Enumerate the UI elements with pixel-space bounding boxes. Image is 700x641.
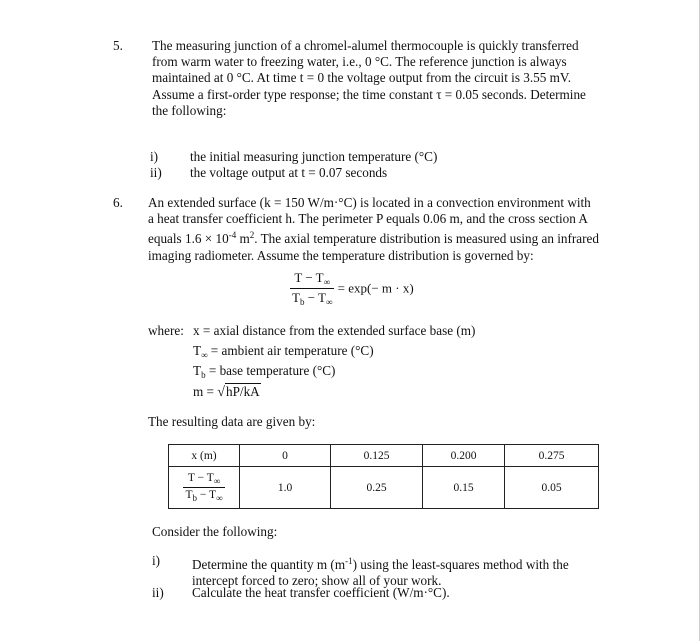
list-text: the voltage output at t = 0.07 seconds [190,165,388,180]
problem-6-number: 6. [113,195,123,210]
problem-6-line: equals $1.6 \times 10^{-4}$ $m^2$. The axial temperature distribution is measured using an infrared [148,230,599,247]
problem-5-line: The measuring junction of a chromel-alumel thermocouple is quickly transferred [152,38,579,53]
problem-5-text [152,38,622,119]
list-item [152,585,622,601]
list-text: Determine the quantity m $(m^{-1})$ using the least-squares method with the intercept forced to zero; show all of your work. [192,556,569,589]
definition-item: x = axial distance from the extended surface base (m) [193,323,476,338]
table-header-ratio: $\frac{T - T_\infty}{T_b - T_\infty}$ [169,467,240,509]
definition-item: $T_\infty$ = ambient air temperature (°C) [193,343,374,361]
data-intro: The resulting data are given by: [148,414,316,429]
problem-6-line: imaging radiometer. Assume the temperature distribution is governed by: [148,247,534,263]
table-cell: 0.125 [331,445,423,467]
list-marker: ii) [150,165,162,180]
governing-equation [290,270,414,307]
table-cell: 0.15 [423,467,505,509]
consider-heading: Consider the following: [152,524,278,539]
table-cell: 0.25 [331,467,423,509]
problem-5-line: the following: [152,102,227,118]
list-marker: i) [152,553,161,568]
data-table [168,444,599,509]
problem-6-list [152,553,622,601]
list-marker: i) [150,149,159,164]
problem-5-number: 5. [113,38,123,53]
problem-5-line: maintained at 0 °C. At time t = 0 the voltage output from the circuit is 3.55 mV. [152,70,572,86]
definition-item: m = √hP/kA [193,383,260,400]
problem-6-line: a heat transfer coefficient h. The perimeter P equals 0.06 m, and the cross section A [148,211,588,227]
sqrt-expression: hP/kA [225,383,260,399]
problem-6-text [148,195,628,264]
table-header-x: x (m) [169,445,240,467]
definition-item: $T_b$ = base temperature (°C) [193,363,336,381]
list-item [152,553,622,589]
table-cell: 0.275 [505,445,599,467]
definition-list [193,323,475,401]
table-cell: 0 [240,445,331,467]
problem-5-line: from warm water to freezing water, i.e., 0 °C. The reference junction is always [152,54,567,70]
problem-5-line: Assume a first-order type response; the time constant τ = 0.05 seconds. Determine [152,86,586,102]
equation-rhs: = exp(− m · x) [337,280,414,296]
problem-6-line: An extended surface (k = 150 W/m·°C) is located in a convection environment with [148,195,591,210]
table-cell: 0.05 [505,467,599,509]
table-row [169,467,599,509]
where-label: where: [148,323,184,338]
table-cell: 1.0 [240,467,331,509]
list-text: the initial measuring junction temperature (°C) [190,149,438,164]
table-cell: 0.200 [423,445,505,467]
list-text: Calculate the heat transfer coefficient (W/m·°C). [192,585,450,600]
list-marker: ii) [152,585,164,600]
table-row [169,445,599,467]
equation-fraction: $\frac{T - T_\infty}{T_b - T_\infty}$ [292,270,333,307]
